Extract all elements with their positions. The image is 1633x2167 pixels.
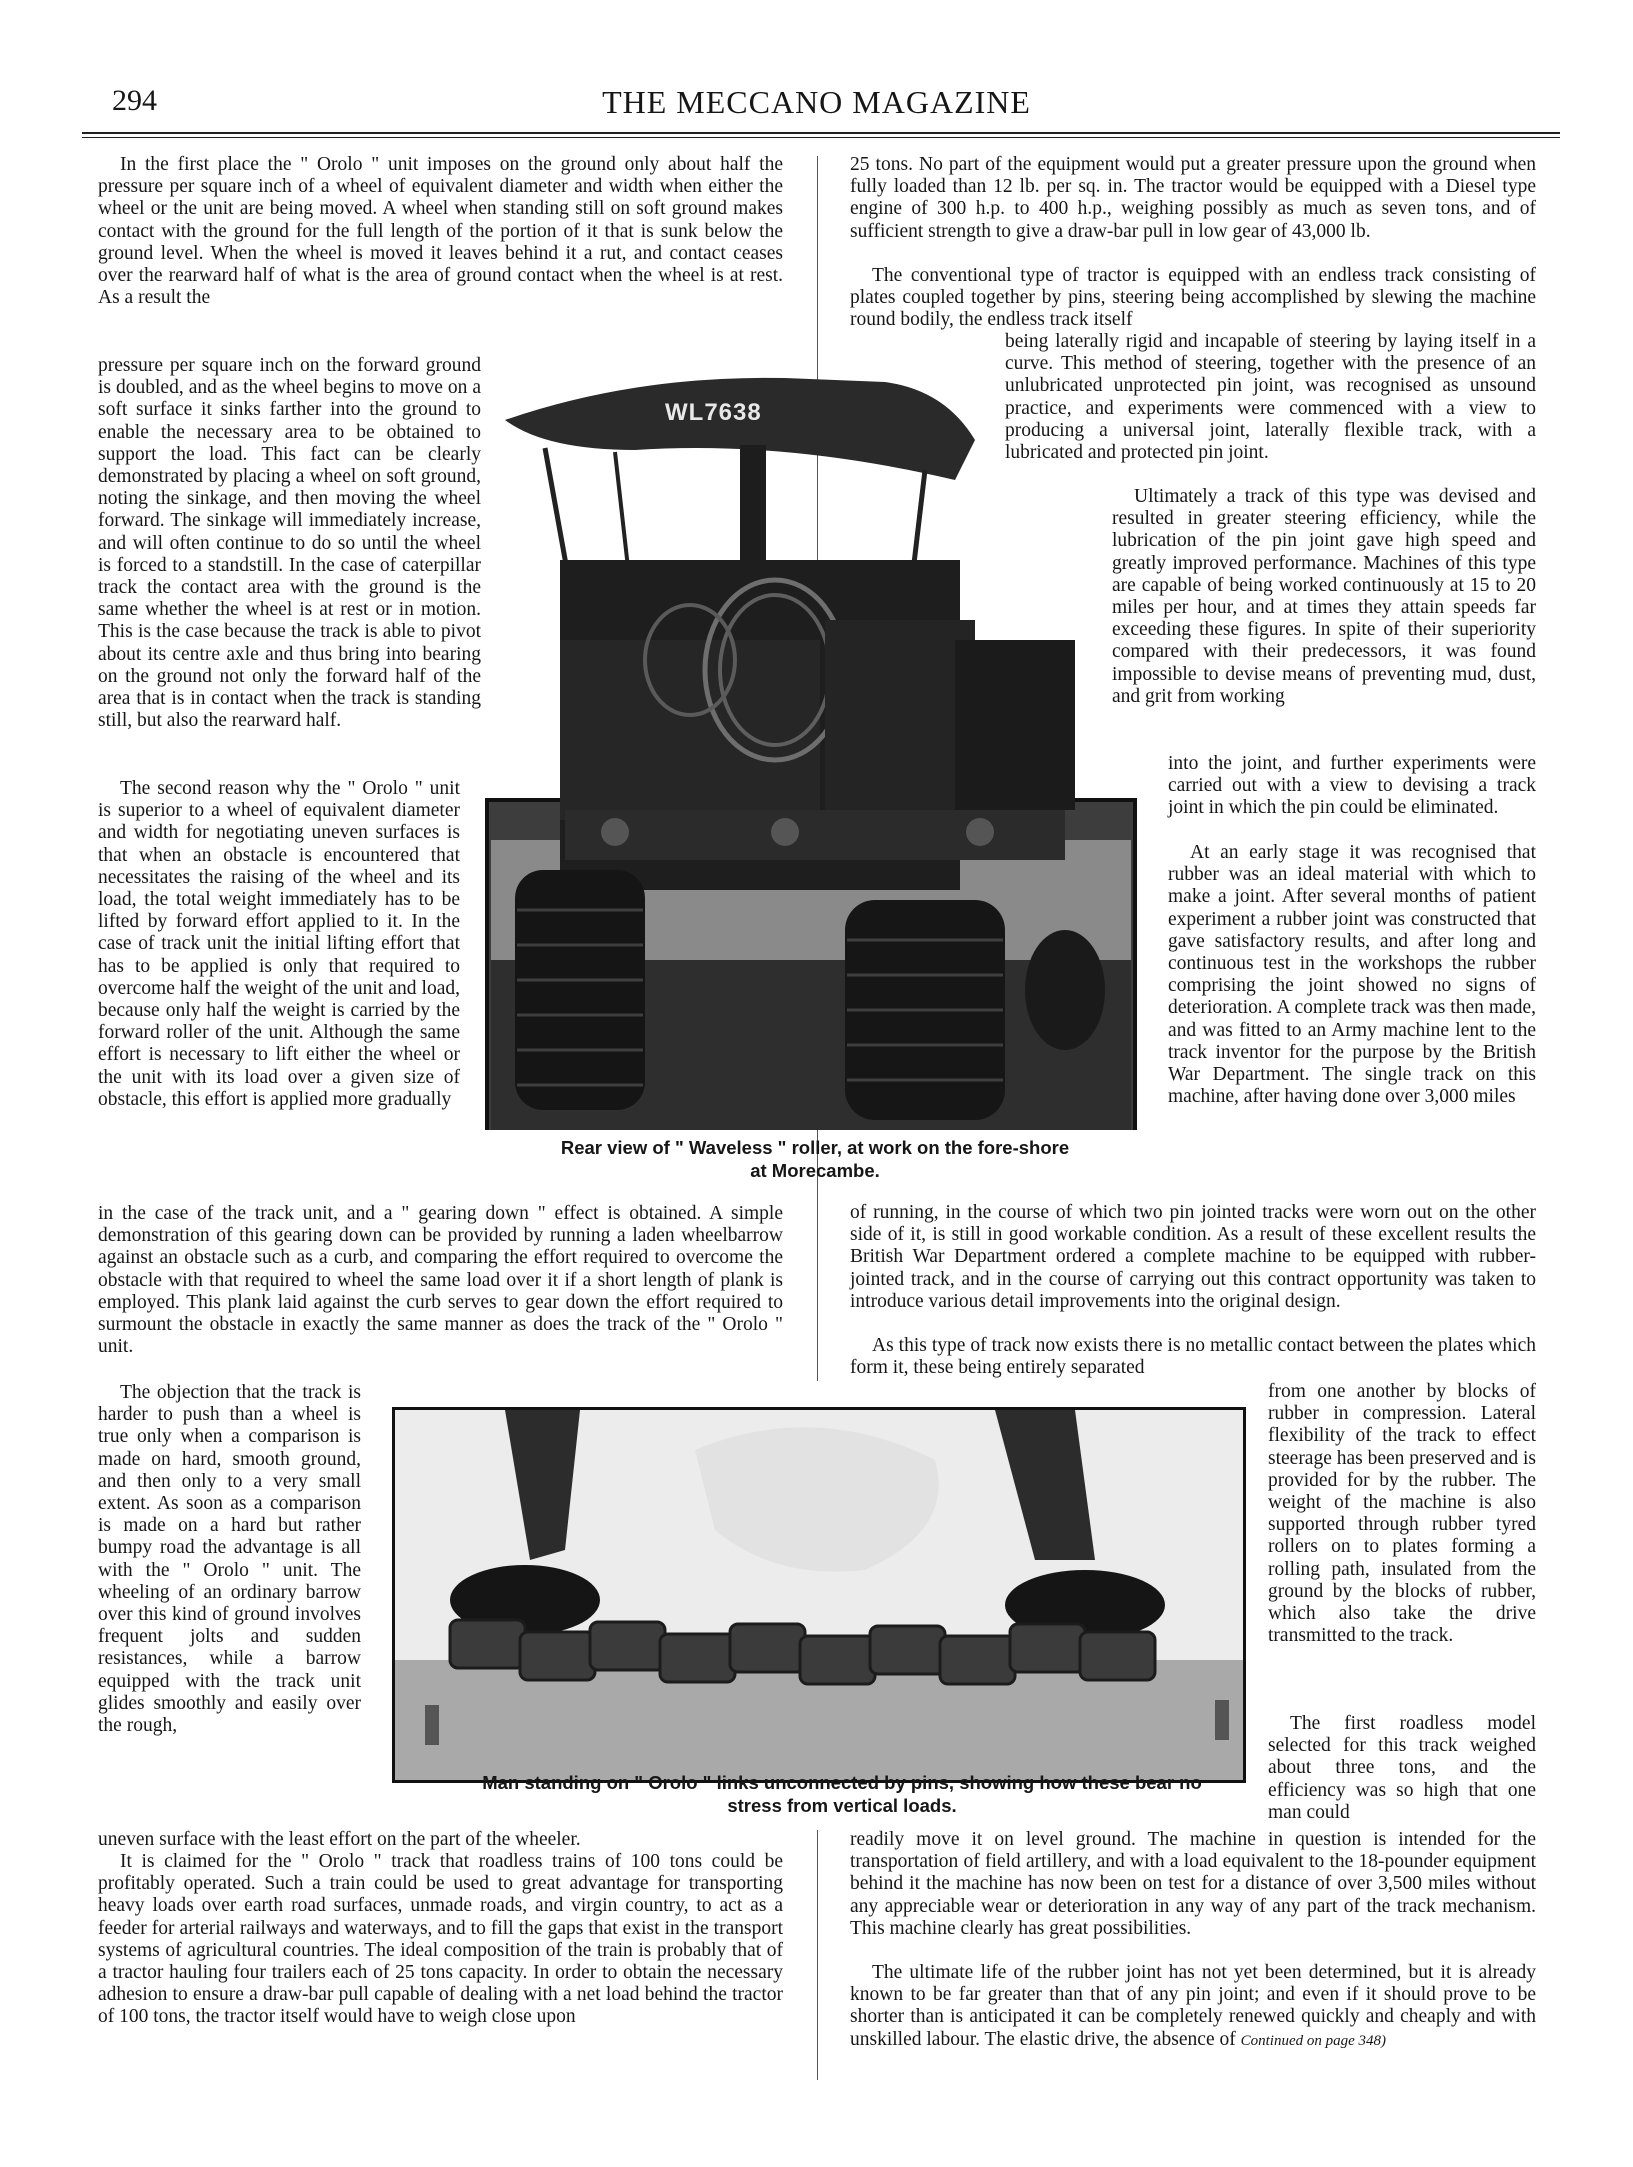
- left-paragraph-1: In the first place the " Orolo " unit imposes on the ground only about half the pressure per square inch of a wheel of equivalent diameter and width when either the wheel or the unit are being moved. A wheel when standing still on soft ground makes contact with the ground for the full length of the portion of it that is sunk below the ground level. When the wheel is moved it leaves behind it a rut, and contact ceases over the rearward half of what is the area of ground contact when the wheel is at rest. As a result the: [98, 154, 783, 309]
- page-number: 294: [112, 84, 157, 117]
- left-paragraph-3-cont: uneven surface with the least effort on the part of the wheeler.: [98, 1829, 581, 1850]
- left-track: [515, 870, 645, 1110]
- left-paragraph-1-cont: pressure per square inch on the forward ground is doubled, and as the wheel begins to move on a soft surface it sinks farther into the ground to enable the necessary area to be obtained to support the load. This fact can be clearly demonstrated by placing a wheel on soft ground, noting the sinkage, and then moving the wheel forward. The sinkage will immediately increase, and will often continue to do so until the wheel is forced to a standstill. In the case of caterpillar track the contact area with the ground is the same whether the wheel is at rest or in motion. This is the case because the track is able to pivot about its centre axle and thus bring into bearing on the ground not only the forward half of the area that is in contact when the track is standing still, but also the rearward half.: [98, 355, 481, 732]
- right-paragraph-6: The first roadless model selected for this track weighed about three tons, and the efficiency was so high that one man could: [1268, 1713, 1536, 1823]
- header-rule: [82, 132, 1560, 134]
- roller-caption: Rear view of " Waveless " roller, at work on the fore-shore at Morecambe.: [560, 1137, 1070, 1181]
- left-paragraph-3: The objection that the track is harder to push than a wheel is true only when a comparison is made on hard, smooth ground, and then only to a very small extent. As soon as a comparison is made on a hard but rather bumpy road the advantage is all with the " Orolo " unit. The wheeling of an ordinary barrow over this kind of ground involves frequent jolts and sudden resistances, while a barrow equipped with the track unit glides smoothly and easily over the rough,: [98, 1382, 361, 1737]
- links-illustration: [395, 1410, 1243, 1780]
- right-paragraph-2-cont: being laterally rigid and incapable of steering by laying itself in a curve. This method of steering, together with the presence of an unlubricated unprotected pin joint, was recognised as unsound practice, and experiments were commenced with a view to producing a universal joint, laterally flexible track, with a lubricated and protected pin joint.: [1005, 331, 1536, 464]
- left-paragraph-2-cont: in the case of the track unit, and a " gearing down " effect is obtained. A simple demonstration of this gearing down can be provided by running a laden wheelbarrow against an obstacle such as a curb, and comparing the effort required to overcome the obstacle with that required to wheel the same load over it if a short length of plank is employed. This plank laid against the curb serves to gear down the effort required to surmount the obstacle in exactly the same manner as does the track of the " Orolo " unit.: [98, 1203, 783, 1358]
- links-caption: Man standing on " Orolo " links unconnected by pins, showing how these bear no stress from vertical loads.: [482, 1772, 1202, 1816]
- left-paragraph-2: The second reason why the " Orolo " unit is superior to a wheel of equivalent diameter and width for negotiating uneven surfaces is that when an obstacle is encountered that necessitates the raising of the wheel and its load, the total weight immediately has to be lifted by forward effort applied to it. In the case of track unit the initial lifting effort that has to be applied is only that required to overcome half the weight of the unit and load, because only half the weight is carried by the forward roller of the unit. Although the same effort is necessary to lift either the wheel or the unit with its load over a given size of obstacle, this effort is applied more gradually: [98, 778, 460, 1110]
- right-paragraph-5: As this type of track now exists there is no metallic contact between the plates which form it, these being entirely separated: [850, 1335, 1536, 1379]
- continued-note: Continued on page 348): [1240, 2032, 1387, 2049]
- right-paragraph-4-cont: of running, in the course of which two pin jointed tracks were worn out on the other side of it, is still in good workable condition. As a result of these excellent results the British War Department ordered a complete machine to be equipped with rubber-jointed track, and in the course of carrying out this contract opportunity was taken to introduce various detail improvements into the original design.: [850, 1202, 1536, 1312]
- right-paragraph-2: The conventional type of tractor is equipped with an endless track consisting of plates coupled together by pins, steering being accomplished by slewing the machine round bodily, the endless track itself: [850, 265, 1536, 331]
- right-paragraph-7: The ultimate life of the rubber joint has not yet been determined, but it is already known to be far greater than that of any pin joint; and even if it should prove to be shorter than is anticipated it can be completely renewed quickly and cheaply and with unskilled labour. The elastic drive, the absence of Continued on page 348): [850, 1962, 1536, 2050]
- column-divider-lower: [817, 1830, 818, 2080]
- right-paragraph-3: Ultimately a track of this type was devised and resulted in greater steering efficiency, while the lubrication of the pin joint gave high speed and greatly improved performance. Machines of this type are capable of being worked continuously at 15 to 20 miles per hour, and at times they attain speeds far exceeding these figures. In spite of their superiority compared with their predecessors, it was found impossible to devise means of preventing mud, dust, and grit from working: [1112, 486, 1536, 707]
- right-paragraph-4: At an early stage it was recognised that rubber was an ideal material with which to make a joint. After several months of patient experiment a rubber joint was constructed that gave satisfactory results, and after long and continuous test in the workshops the rubber comprising the joint showed no signs of deterioration. A complete track was then made, and was fitted to an Army machine lent to the track inventor for the purpose by the British War Department. The single track on this machine, after having done over 3,000 miles: [1168, 842, 1536, 1108]
- roller-illustration: [485, 370, 1165, 1130]
- right-paragraph-6-cont: readily move it on level ground. The machine in question is intended for the transportation of field artillery, and with a load equivalent to the 18-pounder equipment behind it the machine has now been on test for a distance of over 3,500 miles without any appreciable wear or deterioration in any way of any part of the track mechanism. This machine clearly has great possibilities.: [850, 1829, 1536, 1939]
- registration-plate: WL7638: [665, 399, 762, 426]
- left-paragraph-4: It is claimed for the " Orolo " track that roadless trains of 100 tons could be profitably operated. Such a train could be used to great advantage for transporting heavy loads over earth road surfaces, unmade roads, and virgin country, to act as a feeder for arterial railways and waterways, and to fill the gaps that exist in the transport systems of agricultural countries. The ideal composition of the train is probably that of a tractor hauling four trailers each of 25 tons capacity. In order to obtain the necessary adhesion to ensure a draw-bar pull capable of dealing with a net load behind the tractor of 100 tons, the tractor itself would have to weigh close upon: [98, 1851, 783, 2028]
- right-paragraph-3-cont: into the joint, and further experiments were carried out with a view to devising a track joint in which the pin could be eliminated.: [1168, 753, 1536, 819]
- right-paragraph-5-cont: from one another by blocks of rubber in compression. Lateral flexibility of the track to effect steerage has been preserved and is provided for by the rubber. The weight of the machine is also supported through rubber tyred rollers on to plates forming a rolling path, insulated from the ground by the blocks of rubber, which also take the drive transmitted to the track.: [1268, 1381, 1537, 1647]
- links-photo: [392, 1407, 1246, 1783]
- magazine-title: THE MECCANO MAGAZINE: [602, 84, 1031, 120]
- header-rule-thin: [82, 137, 1560, 138]
- right-paragraph-1: 25 tons. No part of the equipment would put a greater pressure upon the ground when fully loaded than 12 lb. per sq. in. The tractor would be equipped with a Diesel type engine of 300 h.p. to 400 h.p., weighing possibly as much as seven tons, and of sufficient strength to give a draw-bar pull in low gear of 43,000 lb.: [850, 154, 1536, 242]
